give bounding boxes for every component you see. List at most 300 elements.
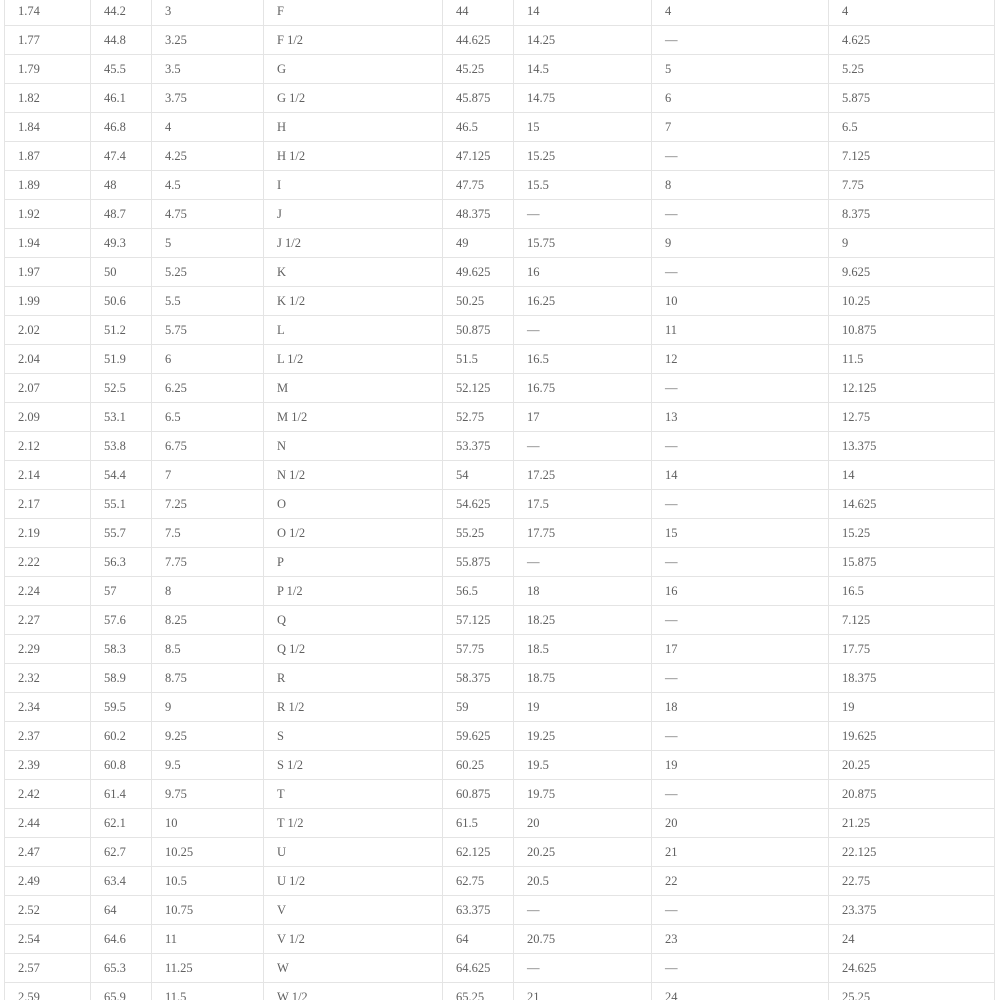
table-cell: — — [652, 374, 829, 403]
table-cell: F 1/2 — [264, 26, 443, 55]
table-cell: V — [264, 896, 443, 925]
table-cell: 19.75 — [514, 780, 652, 809]
table-cell: 2.37 — [5, 722, 91, 751]
table-cell: 14 — [514, 0, 652, 26]
table-cell: 8.25 — [152, 606, 264, 635]
table-cell: 7.125 — [829, 606, 995, 635]
table-cell: 55.1 — [91, 490, 152, 519]
table-cell: 44.8 — [91, 26, 152, 55]
table-cell: 51.2 — [91, 316, 152, 345]
table-cell: 2.34 — [5, 693, 91, 722]
table-cell: 13.375 — [829, 432, 995, 461]
table-cell: L — [264, 316, 443, 345]
table-cell: 52.125 — [443, 374, 514, 403]
table-cell: 8.375 — [829, 200, 995, 229]
table-cell: 5 — [152, 229, 264, 258]
table-row — [5, 113, 995, 142]
table-cell: 16.25 — [514, 287, 652, 316]
table-cell: T — [264, 780, 443, 809]
table-cell: 2.19 — [5, 519, 91, 548]
table-cell: H — [264, 113, 443, 142]
table-cell: 44.2 — [91, 0, 152, 26]
table-cell: 17.75 — [829, 635, 995, 664]
table-cell: 54.4 — [91, 461, 152, 490]
table-cell: 9.625 — [829, 258, 995, 287]
table-cell: 57.75 — [443, 635, 514, 664]
table-cell: 15.5 — [514, 171, 652, 200]
table-cell: 8.75 — [152, 664, 264, 693]
table-cell: — — [652, 664, 829, 693]
table-cell: 12.125 — [829, 374, 995, 403]
table-cell: — — [652, 896, 829, 925]
table-cell: 1.77 — [5, 26, 91, 55]
table-cell: 9.75 — [152, 780, 264, 809]
table-cell: O — [264, 490, 443, 519]
table-cell: 10 — [152, 809, 264, 838]
table-cell: 7.125 — [829, 142, 995, 171]
table-cell: 17 — [652, 635, 829, 664]
table-cell: 1.87 — [5, 142, 91, 171]
table-row — [5, 345, 995, 374]
table-cell: — — [652, 780, 829, 809]
table-cell: G 1/2 — [264, 84, 443, 113]
table-cell: 20 — [652, 809, 829, 838]
table-cell: 58.9 — [91, 664, 152, 693]
table-cell: 9 — [152, 693, 264, 722]
table-cell: U 1/2 — [264, 867, 443, 896]
table-cell: 48.7 — [91, 200, 152, 229]
table-cell: 9.25 — [152, 722, 264, 751]
table-row — [5, 548, 995, 577]
table-cell: 1.92 — [5, 200, 91, 229]
table-cell: 10.25 — [829, 287, 995, 316]
table-cell: 63.375 — [443, 896, 514, 925]
table-cell: 10.5 — [152, 867, 264, 896]
table-cell: P — [264, 548, 443, 577]
table-cell: 1.74 — [5, 0, 91, 26]
table-cell: 16.75 — [514, 374, 652, 403]
table-cell: 6.75 — [152, 432, 264, 461]
table-cell: 50.25 — [443, 287, 514, 316]
table-cell: 57.125 — [443, 606, 514, 635]
table-cell: 18.5 — [514, 635, 652, 664]
table-cell: 46.5 — [443, 113, 514, 142]
table-cell: 11.5 — [152, 983, 264, 1000]
table-cell: R — [264, 664, 443, 693]
table-row — [5, 55, 995, 84]
table-cell: M 1/2 — [264, 403, 443, 432]
table-cell: 15.75 — [514, 229, 652, 258]
table-cell: 21.25 — [829, 809, 995, 838]
table-cell: 12.75 — [829, 403, 995, 432]
table-cell: 4 — [829, 0, 995, 26]
table-cell: H 1/2 — [264, 142, 443, 171]
table-cell: 44 — [443, 0, 514, 26]
table-cell: L 1/2 — [264, 345, 443, 374]
table-cell: 62.75 — [443, 867, 514, 896]
table-row — [5, 896, 995, 925]
table-cell: 2.42 — [5, 780, 91, 809]
table-cell: 3.25 — [152, 26, 264, 55]
table-cell: 22.125 — [829, 838, 995, 867]
table-cell: S 1/2 — [264, 751, 443, 780]
table-cell: 2.07 — [5, 374, 91, 403]
table-row — [5, 954, 995, 983]
table-cell: 49 — [443, 229, 514, 258]
table-cell: — — [652, 954, 829, 983]
table-cell: 3.5 — [152, 55, 264, 84]
table-cell: 19 — [514, 693, 652, 722]
table-cell: 19.25 — [514, 722, 652, 751]
table-cell: 5.875 — [829, 84, 995, 113]
table-cell: 4.5 — [152, 171, 264, 200]
table-cell: T 1/2 — [264, 809, 443, 838]
table-cell: 1.97 — [5, 258, 91, 287]
table-cell: 64 — [91, 896, 152, 925]
table-cell: 18.375 — [829, 664, 995, 693]
table-cell: 54 — [443, 461, 514, 490]
table-cell: 9 — [652, 229, 829, 258]
table-cell: 22.75 — [829, 867, 995, 896]
table-cell: 23 — [652, 925, 829, 954]
table-cell: 56.5 — [443, 577, 514, 606]
table-cell: 4.75 — [152, 200, 264, 229]
table-cell: 48.375 — [443, 200, 514, 229]
table-cell: 59 — [443, 693, 514, 722]
table-cell: 21 — [514, 983, 652, 1000]
table-cell: V 1/2 — [264, 925, 443, 954]
table-cell: 45.25 — [443, 55, 514, 84]
table-cell: I — [264, 171, 443, 200]
table-row — [5, 693, 995, 722]
table-cell: 47.4 — [91, 142, 152, 171]
table-cell: — — [514, 316, 652, 345]
table-cell: — — [514, 548, 652, 577]
table-cell: 4.25 — [152, 142, 264, 171]
table-cell: 2.57 — [5, 954, 91, 983]
table-cell: — — [652, 200, 829, 229]
table-cell: 1.89 — [5, 171, 91, 200]
table-cell: 15.875 — [829, 548, 995, 577]
table-cell: 15 — [652, 519, 829, 548]
table-cell: 2.24 — [5, 577, 91, 606]
table-cell: 7.75 — [829, 171, 995, 200]
table-cell: 54.625 — [443, 490, 514, 519]
table-cell: W — [264, 954, 443, 983]
table-cell: 58.375 — [443, 664, 514, 693]
table-cell: 18.75 — [514, 664, 652, 693]
table-cell: 14.5 — [514, 55, 652, 84]
table-cell: 24 — [829, 925, 995, 954]
table-cell: 64 — [443, 925, 514, 954]
table-cell: 60.8 — [91, 751, 152, 780]
table-cell: 19 — [829, 693, 995, 722]
table-cell: 22 — [652, 867, 829, 896]
table-cell: Q 1/2 — [264, 635, 443, 664]
table-cell: — — [652, 722, 829, 751]
table-cell: N 1/2 — [264, 461, 443, 490]
table-cell: 45.875 — [443, 84, 514, 113]
table-cell: 11 — [652, 316, 829, 345]
table-cell: 16.5 — [514, 345, 652, 374]
table-cell: 23.375 — [829, 896, 995, 925]
table-cell: 17.5 — [514, 490, 652, 519]
table-row — [5, 142, 995, 171]
table-cell: 64.6 — [91, 925, 152, 954]
table-row — [5, 780, 995, 809]
table-cell: K 1/2 — [264, 287, 443, 316]
table-cell: 20.75 — [514, 925, 652, 954]
table-cell: P 1/2 — [264, 577, 443, 606]
table-cell: — — [652, 258, 829, 287]
table-cell: S — [264, 722, 443, 751]
table-cell: 47.125 — [443, 142, 514, 171]
table-cell: 61.5 — [443, 809, 514, 838]
table-cell: 6 — [652, 84, 829, 113]
table-cell: G — [264, 55, 443, 84]
table-cell: 62.125 — [443, 838, 514, 867]
table-cell: 15.25 — [514, 142, 652, 171]
table-cell: J 1/2 — [264, 229, 443, 258]
table-cell: 14.625 — [829, 490, 995, 519]
table-cell: 52.75 — [443, 403, 514, 432]
table-cell: 6.5 — [152, 403, 264, 432]
table-cell: 48 — [91, 171, 152, 200]
table-cell: 5.5 — [152, 287, 264, 316]
table-row — [5, 838, 995, 867]
table-cell: — — [652, 490, 829, 519]
table-cell: 52.5 — [91, 374, 152, 403]
table-cell: 24.625 — [829, 954, 995, 983]
table-cell: 60.25 — [443, 751, 514, 780]
table-cell: 16.5 — [829, 577, 995, 606]
table-cell: 63.4 — [91, 867, 152, 896]
table-cell: 2.52 — [5, 896, 91, 925]
table-cell: 55.25 — [443, 519, 514, 548]
table-row — [5, 171, 995, 200]
table-cell: 64.625 — [443, 954, 514, 983]
table-cell: 1.84 — [5, 113, 91, 142]
table-cell: 4 — [652, 0, 829, 26]
table-row — [5, 26, 995, 55]
table-cell: 47.75 — [443, 171, 514, 200]
table-cell: 56.3 — [91, 548, 152, 577]
table-cell: — — [652, 432, 829, 461]
table-cell: 59.625 — [443, 722, 514, 751]
table-cell: 2.49 — [5, 867, 91, 896]
table-cell: 25.25 — [829, 983, 995, 1000]
table-cell: 9.5 — [152, 751, 264, 780]
table-cell: 17.75 — [514, 519, 652, 548]
table-cell: 6.25 — [152, 374, 264, 403]
table-cell: 7.75 — [152, 548, 264, 577]
table-cell: 2.14 — [5, 461, 91, 490]
table-cell: 14.25 — [514, 26, 652, 55]
table-row — [5, 867, 995, 896]
table-cell: O 1/2 — [264, 519, 443, 548]
table-cell: 53.375 — [443, 432, 514, 461]
table-cell: 19.625 — [829, 722, 995, 751]
table-row — [5, 722, 995, 751]
table-row — [5, 432, 995, 461]
table-cell: 59.5 — [91, 693, 152, 722]
table-cell: 20.25 — [829, 751, 995, 780]
table-cell: 2.44 — [5, 809, 91, 838]
table-cell: 53.8 — [91, 432, 152, 461]
table-cell: 18.25 — [514, 606, 652, 635]
table-cell: R 1/2 — [264, 693, 443, 722]
table-cell: 60.875 — [443, 780, 514, 809]
table-cell: 20 — [514, 809, 652, 838]
table-cell: 50.6 — [91, 287, 152, 316]
table-cell: 46.8 — [91, 113, 152, 142]
table-cell: 2.27 — [5, 606, 91, 635]
table-cell: 2.29 — [5, 635, 91, 664]
table-cell: 3.75 — [152, 84, 264, 113]
table-cell: 7 — [152, 461, 264, 490]
table-cell: 12 — [652, 345, 829, 374]
table-cell: 8.5 — [152, 635, 264, 664]
table-row — [5, 258, 995, 287]
table-row — [5, 84, 995, 113]
table-cell: 57.6 — [91, 606, 152, 635]
table-cell: Q — [264, 606, 443, 635]
table-cell: 1.99 — [5, 287, 91, 316]
table-cell: N — [264, 432, 443, 461]
table-cell: 50 — [91, 258, 152, 287]
table-row — [5, 983, 995, 1000]
table-cell: 2.22 — [5, 548, 91, 577]
table-row — [5, 200, 995, 229]
table-cell: J — [264, 200, 443, 229]
table-cell: 8 — [652, 171, 829, 200]
table-row — [5, 374, 995, 403]
table-cell: 3 — [152, 0, 264, 26]
table-cell: 9 — [829, 229, 995, 258]
table-cell: 55.875 — [443, 548, 514, 577]
table-cell: 14 — [829, 461, 995, 490]
table-cell: 6 — [152, 345, 264, 374]
table-row — [5, 519, 995, 548]
table-cell: — — [652, 26, 829, 55]
table-cell: — — [652, 606, 829, 635]
table-cell: 65.3 — [91, 954, 152, 983]
table-cell: 15.25 — [829, 519, 995, 548]
table-cell: 65.9 — [91, 983, 152, 1000]
table-cell: 2.54 — [5, 925, 91, 954]
table-cell: 21 — [652, 838, 829, 867]
table-cell: 50.875 — [443, 316, 514, 345]
table-row — [5, 461, 995, 490]
table-cell: 49.625 — [443, 258, 514, 287]
table-cell: 7.5 — [152, 519, 264, 548]
table-cell: 20.875 — [829, 780, 995, 809]
table-cell: F — [264, 0, 443, 26]
table-cell: 16 — [652, 577, 829, 606]
table-cell: 1.79 — [5, 55, 91, 84]
table-cell: — — [652, 548, 829, 577]
table-cell: 11.25 — [152, 954, 264, 983]
table-cell: 5.75 — [152, 316, 264, 345]
table-cell: U — [264, 838, 443, 867]
table-cell: 8 — [152, 577, 264, 606]
table-cell: — — [514, 954, 652, 983]
table-cell: 1.94 — [5, 229, 91, 258]
table-cell: 17.25 — [514, 461, 652, 490]
table-cell: 24 — [652, 983, 829, 1000]
table-row — [5, 229, 995, 258]
table-cell: 14.75 — [514, 84, 652, 113]
table-row — [5, 751, 995, 780]
table-cell: 16 — [514, 258, 652, 287]
table-row — [5, 635, 995, 664]
ring-size-table — [4, 0, 995, 1000]
table-cell: 15 — [514, 113, 652, 142]
table-cell: 7.25 — [152, 490, 264, 519]
table-cell: 10.25 — [152, 838, 264, 867]
table-cell: 2.47 — [5, 838, 91, 867]
table-cell: W 1/2 — [264, 983, 443, 1000]
table-cell: 7 — [652, 113, 829, 142]
table-cell: 20.25 — [514, 838, 652, 867]
table-row — [5, 0, 995, 26]
table-cell: 10 — [652, 287, 829, 316]
table-row — [5, 664, 995, 693]
table-cell: 51.9 — [91, 345, 152, 374]
table-cell: 5 — [652, 55, 829, 84]
table-cell: 19.5 — [514, 751, 652, 780]
table-cell: 14 — [652, 461, 829, 490]
table-cell: 2.12 — [5, 432, 91, 461]
table-row — [5, 577, 995, 606]
table-cell: — — [514, 200, 652, 229]
table-row — [5, 490, 995, 519]
table-cell: 20.5 — [514, 867, 652, 896]
table-cell: — — [652, 142, 829, 171]
table-row — [5, 403, 995, 432]
table-cell: 11.5 — [829, 345, 995, 374]
table-cell: K — [264, 258, 443, 287]
table-cell: 2.39 — [5, 751, 91, 780]
table-cell: 2.17 — [5, 490, 91, 519]
table-cell: 18 — [514, 577, 652, 606]
table-cell: 10.875 — [829, 316, 995, 345]
table-cell: 61.4 — [91, 780, 152, 809]
table-cell: 2.04 — [5, 345, 91, 374]
table-cell: 55.7 — [91, 519, 152, 548]
table-cell: — — [514, 432, 652, 461]
table-cell: — — [514, 896, 652, 925]
table-cell: 46.1 — [91, 84, 152, 113]
table-cell: 11 — [152, 925, 264, 954]
table-cell: 6.5 — [829, 113, 995, 142]
table-row — [5, 606, 995, 635]
table-cell: 4.625 — [829, 26, 995, 55]
table-cell: 60.2 — [91, 722, 152, 751]
table-row — [5, 316, 995, 345]
table-cell: 13 — [652, 403, 829, 432]
table-cell: 44.625 — [443, 26, 514, 55]
table-cell: 4 — [152, 113, 264, 142]
table-cell: 58.3 — [91, 635, 152, 664]
table-row — [5, 809, 995, 838]
table-row — [5, 925, 995, 954]
table-cell: 2.59 — [5, 983, 91, 1000]
table-cell: 2.32 — [5, 664, 91, 693]
table-cell: 18 — [652, 693, 829, 722]
table-cell: 49.3 — [91, 229, 152, 258]
table-cell: 65.25 — [443, 983, 514, 1000]
